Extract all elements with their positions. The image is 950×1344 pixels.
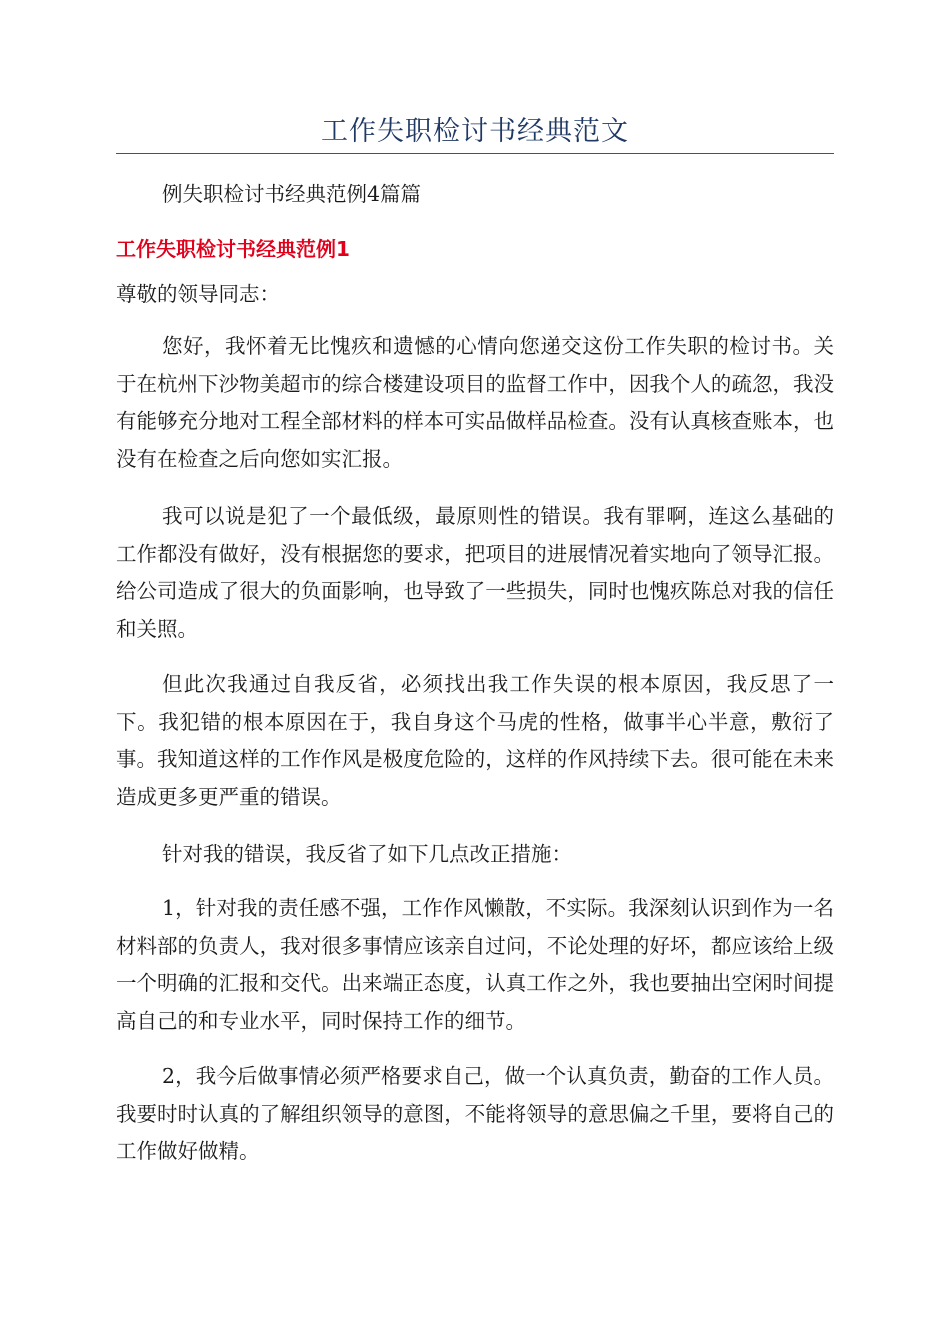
- title-underline: [116, 153, 834, 154]
- document-title: 工作失职检讨书经典范文: [321, 116, 629, 147]
- paragraph-4: 针对我的错误，我反省了如下几点改正措施：: [162, 842, 572, 866]
- document-subtitle: 例失职检讨书经典范例4篇篇: [162, 182, 422, 206]
- section-heading: 工作失职检讨书经典范例1: [116, 237, 350, 261]
- salutation: 尊敬的领导同志：: [116, 282, 280, 306]
- paragraph-5: 1，针对我的责任感不强，工作作风懒散，不实际。我深刻认识到作为一名材料部的负责人，我对很多事情应该亲自过问，不论处理的好坏，都应该给上级一个明确的汇报和交代。出来端正态度，认真工作之外，我也要抽出空闲时间提高自己的和专业水平，同时保持工作的细节。: [116, 896, 834, 1033]
- paragraph-6: 2，我今后做事情必须严格要求自己，做一个认真负责，勤奋的工作人员。我要时时认真的了解组织领导的意图，不能将领导的意思偏之千里，要将自己的工作做好做精。: [116, 1064, 834, 1163]
- paragraph-2: 我可以说是犯了一个最低级，最原则性的错误。我有罪啊，连这么基础的工作都没有做好，没有根据您的要求，把项目的进展情况着实地向了领导汇报。给公司造成了很大的负面影响，也导致了一些损失，同时也愧疚陈总对我的信任和关照。: [116, 504, 834, 641]
- paragraph-1: 您好，我怀着无比愧疚和遗憾的心情向您递交这份工作失职的检讨书。关于在杭州下沙物美超市的综合楼建设项目的监督工作中，因我个人的疏忽，我没有能够充分地对工程全部材料的样本可实品做样品检查。没有认真核查账本，也没有在检查之后向您如实汇报。: [116, 334, 834, 471]
- paragraph-3: 但此次我通过自我反省，必须找出我工作失误的根本原因，我反思了一下。我犯错的根本原因在于，我自身这个马虎的性格，做事半心半意，敷衍了事。我知道这样的工作作风是极度危险的，这样的作风持续下去。很可能在未来造成更多更严重的错误。: [116, 672, 834, 809]
